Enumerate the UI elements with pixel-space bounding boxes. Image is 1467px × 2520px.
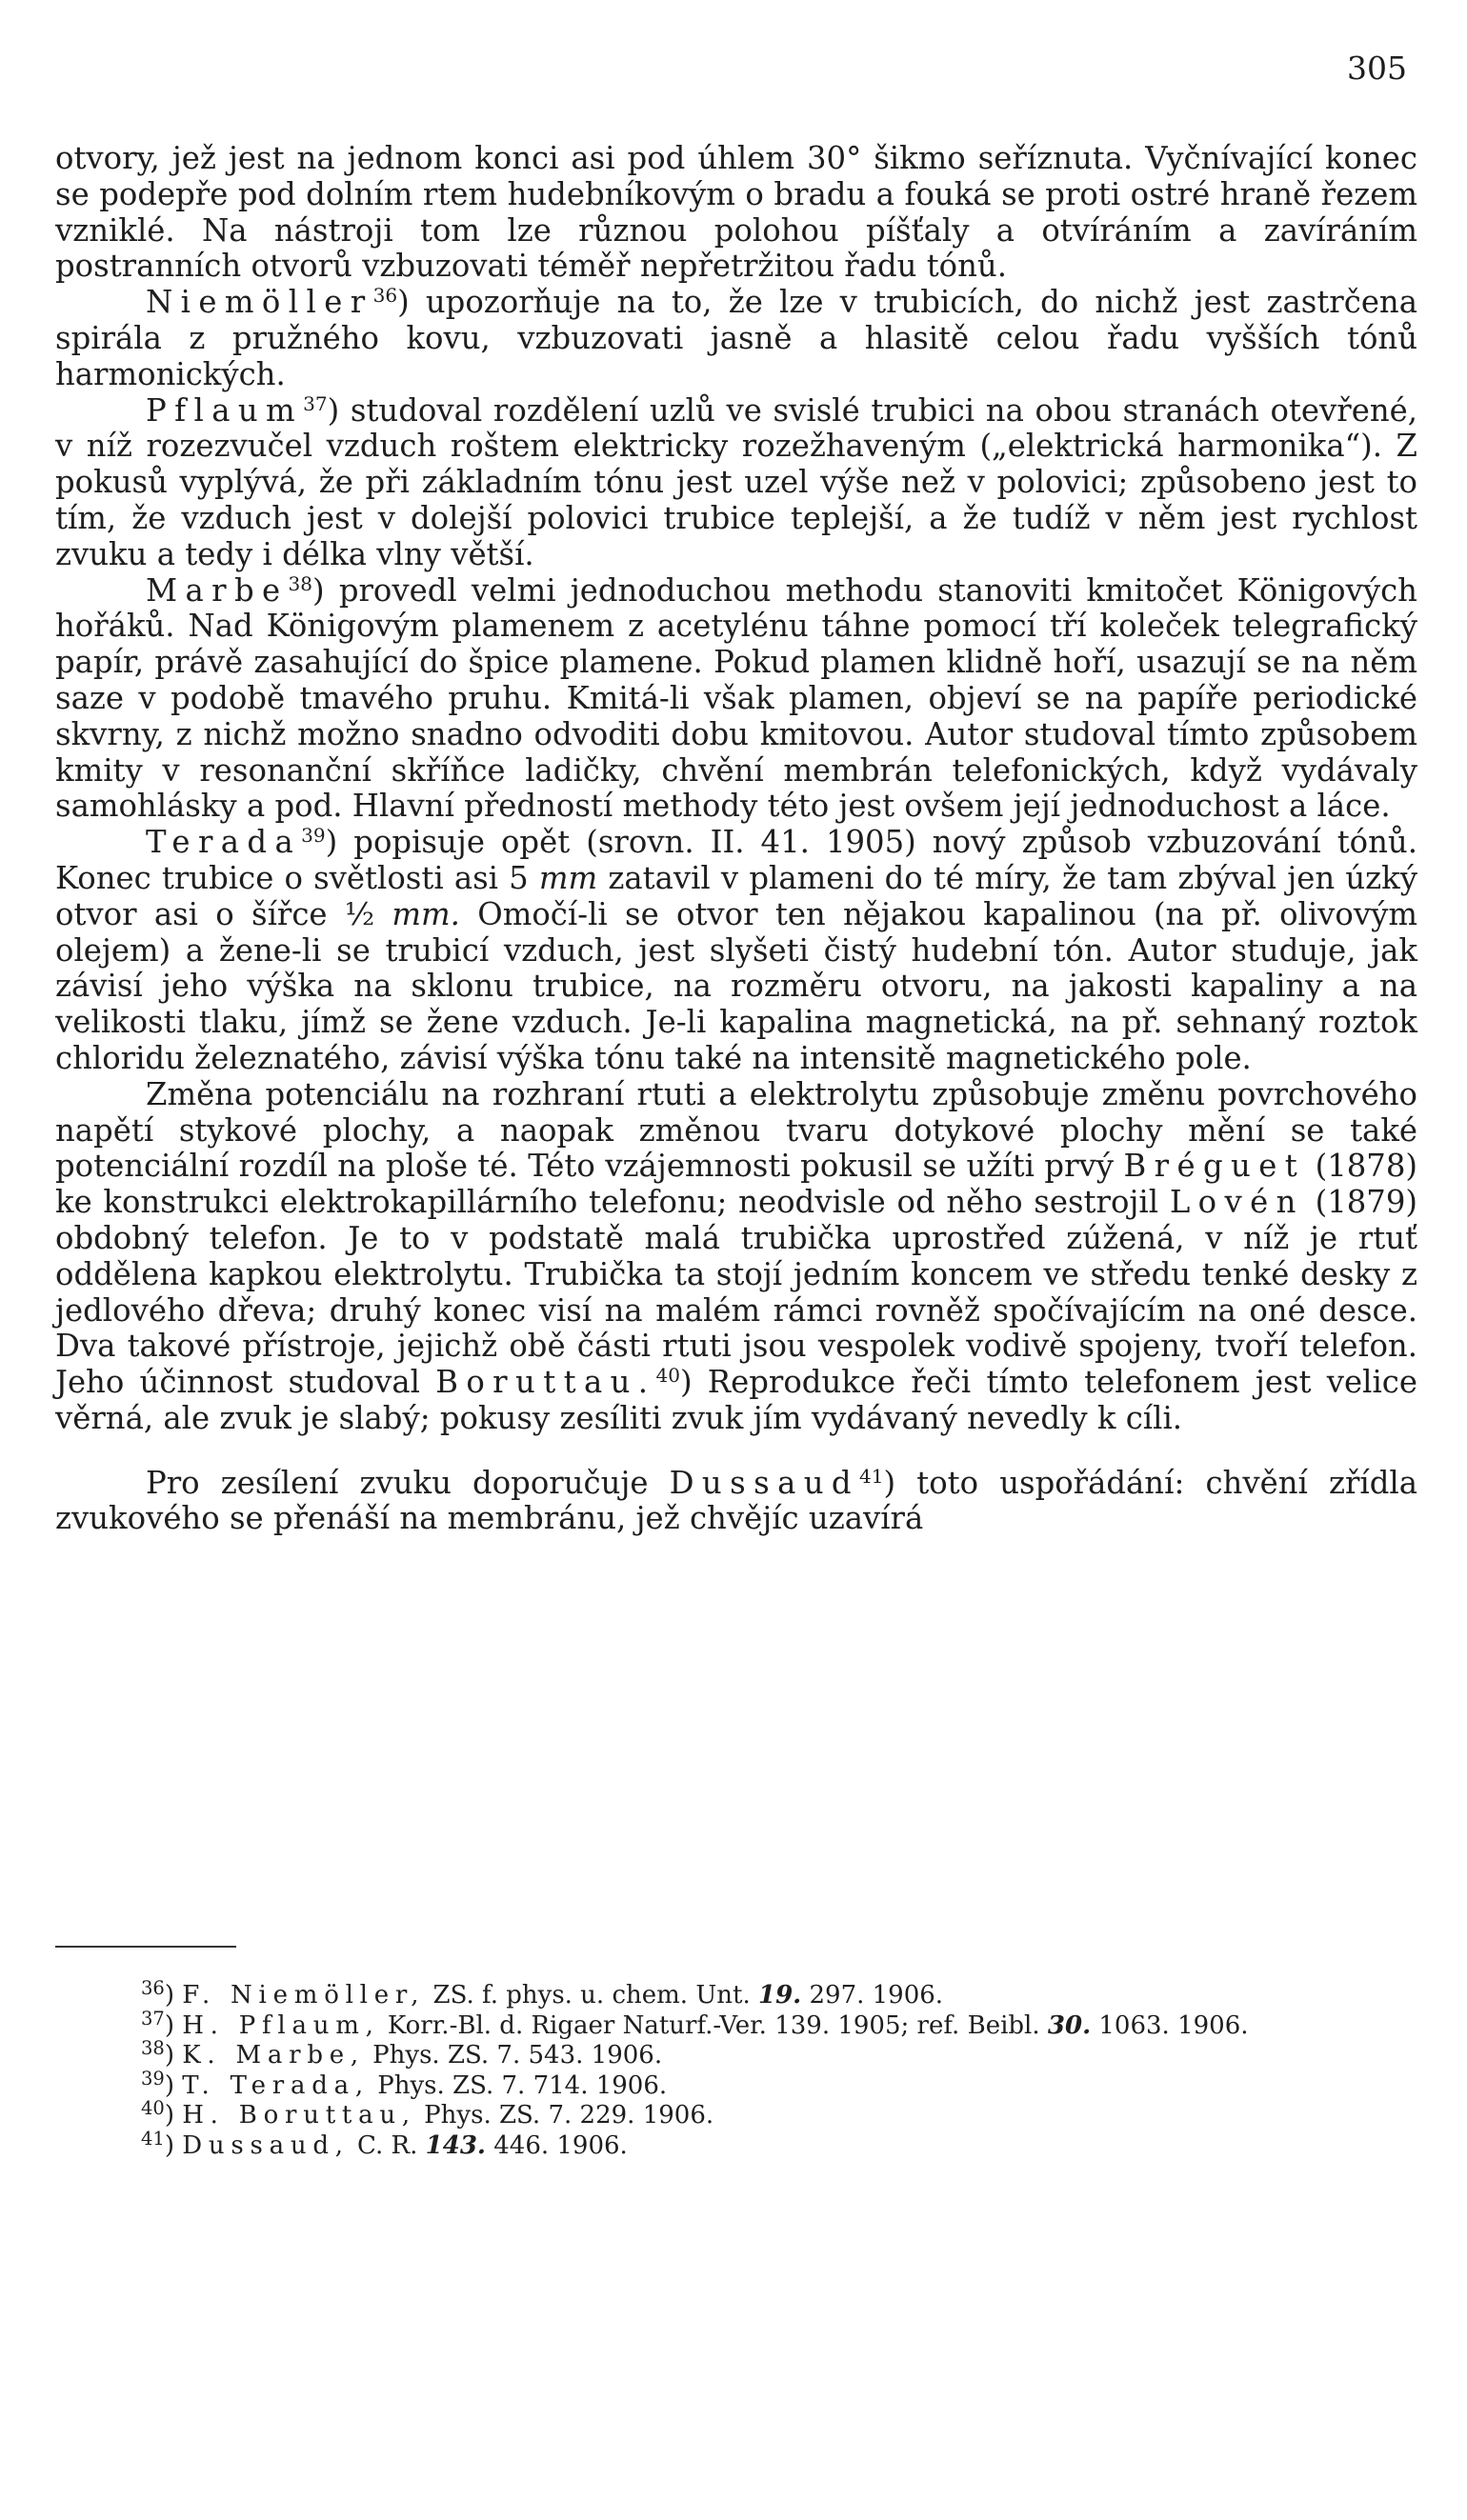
footnote: $^{41}$) Dussaud, C. R. 143. 446. 1906. <box>141 2128 628 2160</box>
paragraph-text: ) provedl velmi jednoduchou methodu stanoviti kmitočet Königových hořáků. Nad Königovým plamenem z acetylénu táhne pomocí tří koleček telegrafický papír, právě zasahující do špice plamene. Pokud plamen klidně hoří, usazují se na něm saze v podobě tmavého pruhu. Kmitá-li však plamen, objeví se na papíře periodické skvrny, z nichž možno snadno odvoditi dobu kmitovou. Autor studoval tímto způsobem kmity v resonanční skříňce ladičky, chvění membrán telefonických, když vydávaly samohlásky a pod. Hlavní předností methody této jest ovšem její jednoduchost a láce. <box>55 571 1417 825</box>
paragraph-marbe <box>55 573 1417 826</box>
footnote-author: Dussaud, <box>182 2130 350 2160</box>
footnote-number: 37 <box>141 2007 165 2030</box>
footnote: $^{40}$) H. Boruttau, Phys. ZS. 7. 229. 1906. <box>141 2097 714 2130</box>
paragraph-text: ) Reprodukce řeči tímto telefonem jest velice věrná, ale zvuk je slabý; pokusy zesíliti zvuk jím vydávaný nevedly k cíli. <box>55 1364 1417 1436</box>
paragraph-electrocapillary <box>55 1077 1417 1437</box>
footnote-text: 1063. 1906. <box>1091 2010 1249 2040</box>
author-name: Dussaud <box>669 1464 860 1501</box>
author-name: Terada <box>146 824 302 861</box>
footnote-author: F. Niemöller, <box>182 1981 426 2010</box>
author-name: Pflaum <box>146 391 304 429</box>
footnotes <box>55 1977 1417 2162</box>
footnote-number: 40 <box>141 2097 165 2120</box>
footnote-number: 39 <box>141 2068 165 2090</box>
footnote-volume: 143. <box>425 2130 486 2160</box>
footnote-ref: 38 <box>288 571 313 595</box>
footnote-text: Phys. ZS. 7. 543. 1906. <box>364 2041 663 2070</box>
footnote-ref: 40 <box>655 1364 680 1388</box>
footnote-text: Korr.-Bl. d. Rigaer Naturf.-Ver. 139. 1905; ref. Beibl. <box>379 2010 1048 2040</box>
footnote-author: H. Boruttau, <box>182 2101 416 2130</box>
author-name: Marbe <box>146 571 289 609</box>
paragraph-text: ) studoval rozdělení uzlů ve svislé trubici na obou stranách otevřené, v níž rozezvučel vzduch roštem elektricky rozežhaveným („elektrická harmonika“). Z pokusů vyplývá, že při základním tónu jest uzel výše než v polovici; způsobeno jest to tím, že vzduch jest v dolejší polovici trubice teplejší, a že tudíž v něm jest rychlost zvuku a tedy i délka vlny větší. <box>55 391 1417 572</box>
footnote-text: 446. 1906. <box>485 2130 628 2160</box>
footnote-number: 38 <box>141 2037 165 2060</box>
paragraph-dussaud <box>55 1466 1417 1538</box>
unit-text: mm <box>538 859 598 896</box>
paragraph-text: zatavil v plameni do té míry, že tam zbýval jen úzký otvor asi o šířce ½ <box>55 859 1417 932</box>
paragraph-text: Změna potenciálu na rozhraní rtuti a elektrolytu způsobuje změnu povrchového napětí stykové plochy, a naopak změnou tvaru dotykové plochy mění se také potenciální rozdíl na ploše té. Této vzájemnosti pokusil se užíti prvý <box>55 1075 1417 1185</box>
footnote: $^{38}$) K. Marbe, Phys. ZS. 7. 543. 1906. <box>141 2037 663 2070</box>
footnote-number: 36 <box>141 1977 165 2000</box>
footnote-author: K. Marbe, <box>182 2041 365 2070</box>
paragraph-text: ) popisuje opět (srovn. II. 41. 1905) nový způsob vzbuzování tónů. Konec trubice o světlosti asi 5 <box>55 824 1417 896</box>
author-name: Lovén <box>1169 1184 1304 1221</box>
paragraph-text: (1879) obdobný telefon. Je to v podstatě malá trubička uprostřed zúžená, v níž je rtuť oddělena kapkou elektrolytu. Trubička ta stojí jedním koncem ve středu tenké desky z jedlového dřeva; druhý konec visí na malém rámci rovněž spočívajícím na oné desce. Dva takové přístroje, jejichž obě části rtuti jsou vespolek vodivě spojeny, tvoří telefon. Jeho účinnost studoval <box>55 1184 1417 1401</box>
footnote-text: 297. 1906. <box>801 1981 944 2010</box>
footnote-text: Phys. ZS. 7. 714. 1906. <box>369 2070 668 2100</box>
author-name: Boruttau. <box>435 1364 656 1401</box>
footnote-text: Phys. ZS. 7. 229. 1906. <box>415 2101 714 2130</box>
footnote-separator <box>55 1946 236 1948</box>
unit-text: mm. <box>392 895 460 932</box>
paragraph-text: Pro zesílení zvuku doporučuje <box>146 1464 670 1501</box>
page-number: 305 <box>1347 50 1407 87</box>
footnote-number: 41 <box>141 2128 165 2150</box>
footnote-ref: 39 <box>301 824 326 848</box>
paragraph-continuation <box>55 141 1417 285</box>
footnote-ref: 41 <box>859 1464 884 1488</box>
paragraph-text: (1878) ke konstrukci elektrokapillárního telefonu; neodvisle od něho sestrojil <box>55 1148 1417 1221</box>
footnote-text: ZS. f. phys. u. chem. Unt. <box>425 1981 758 2010</box>
footnote-volume: 30. <box>1047 2010 1092 2040</box>
footnote: $^{36}$) F. Niemöller, ZS. f. phys. u. chem. Unt. 19. 297. 1906. <box>141 1977 944 2010</box>
footnote-ref: 36 <box>372 284 398 308</box>
paragraph-text: ) toto uspořádání: chvění zřídla zvukového se přenáší na membránu, jež chvějíc uzavírá <box>55 1464 1417 1537</box>
footnote: $^{39}$) T. Terada, Phys. ZS. 7. 714. 1906. <box>141 2068 668 2100</box>
author-name: Niemöller <box>146 284 373 321</box>
paragraph-pflaum <box>55 393 1417 573</box>
paragraph-text: otvory, jež jest na jednom konci asi pod úhlem 30° šikmo seříznuta. Vyčnívající konec se podepře pod dolním rtem hudebníkovým o bradu a fouká se proti ostré hraně řezem vzniklé. Na nástroji tom lze různou polohou píšťaly a otvíráním a zavíráním postranních otvorů vzbuzovati téměř nepřetržitou řadu tónů. <box>55 140 1417 285</box>
paragraph-text: Omočí-li se otvor ten nějakou kapalinou (na př. olivovým olejem) a žene-li se trubicí vzduch, jest slyšeti čistý hudební tón. Autor studuje, jak závisí jeho výška na sklonu trubice, na rozměru otvoru, na jakosti kapaliny a na velikosti tlaku, jímž se žene vzduch. Je-li kapalina magnetická, na př. sehnaný roztok chloridu železnatého, závisí výška tónu také na intensitě magnetického pole. <box>55 895 1417 1076</box>
body-text <box>55 141 1417 1537</box>
footnote-author: T. Terada, <box>182 2070 370 2100</box>
paragraph-text: ) upozorňuje na to, že lze v trubicích, do nichž jest zastrčena spirála z pružného kovu, vzbuzovati jasně a hlasitě celou řadu vyšších tónů harmonických. <box>55 284 1417 392</box>
footnote-ref: 37 <box>303 391 328 415</box>
footnote-author: H. Pflaum, <box>182 2010 380 2040</box>
footnote: $^{37}$) H. Pflaum, Korr.-Bl. d. Rigaer Naturf.-Ver. 139. 1905; ref. Beibl. 30. 1063. 1906. <box>141 2007 1249 2040</box>
author-name: Bréguet <box>1123 1148 1306 1185</box>
footnote-volume: 19. <box>757 1981 802 2010</box>
paragraph-terada <box>55 825 1417 1077</box>
paragraph-niemoller <box>55 285 1417 392</box>
footnote-text: C. R. <box>349 2130 426 2160</box>
